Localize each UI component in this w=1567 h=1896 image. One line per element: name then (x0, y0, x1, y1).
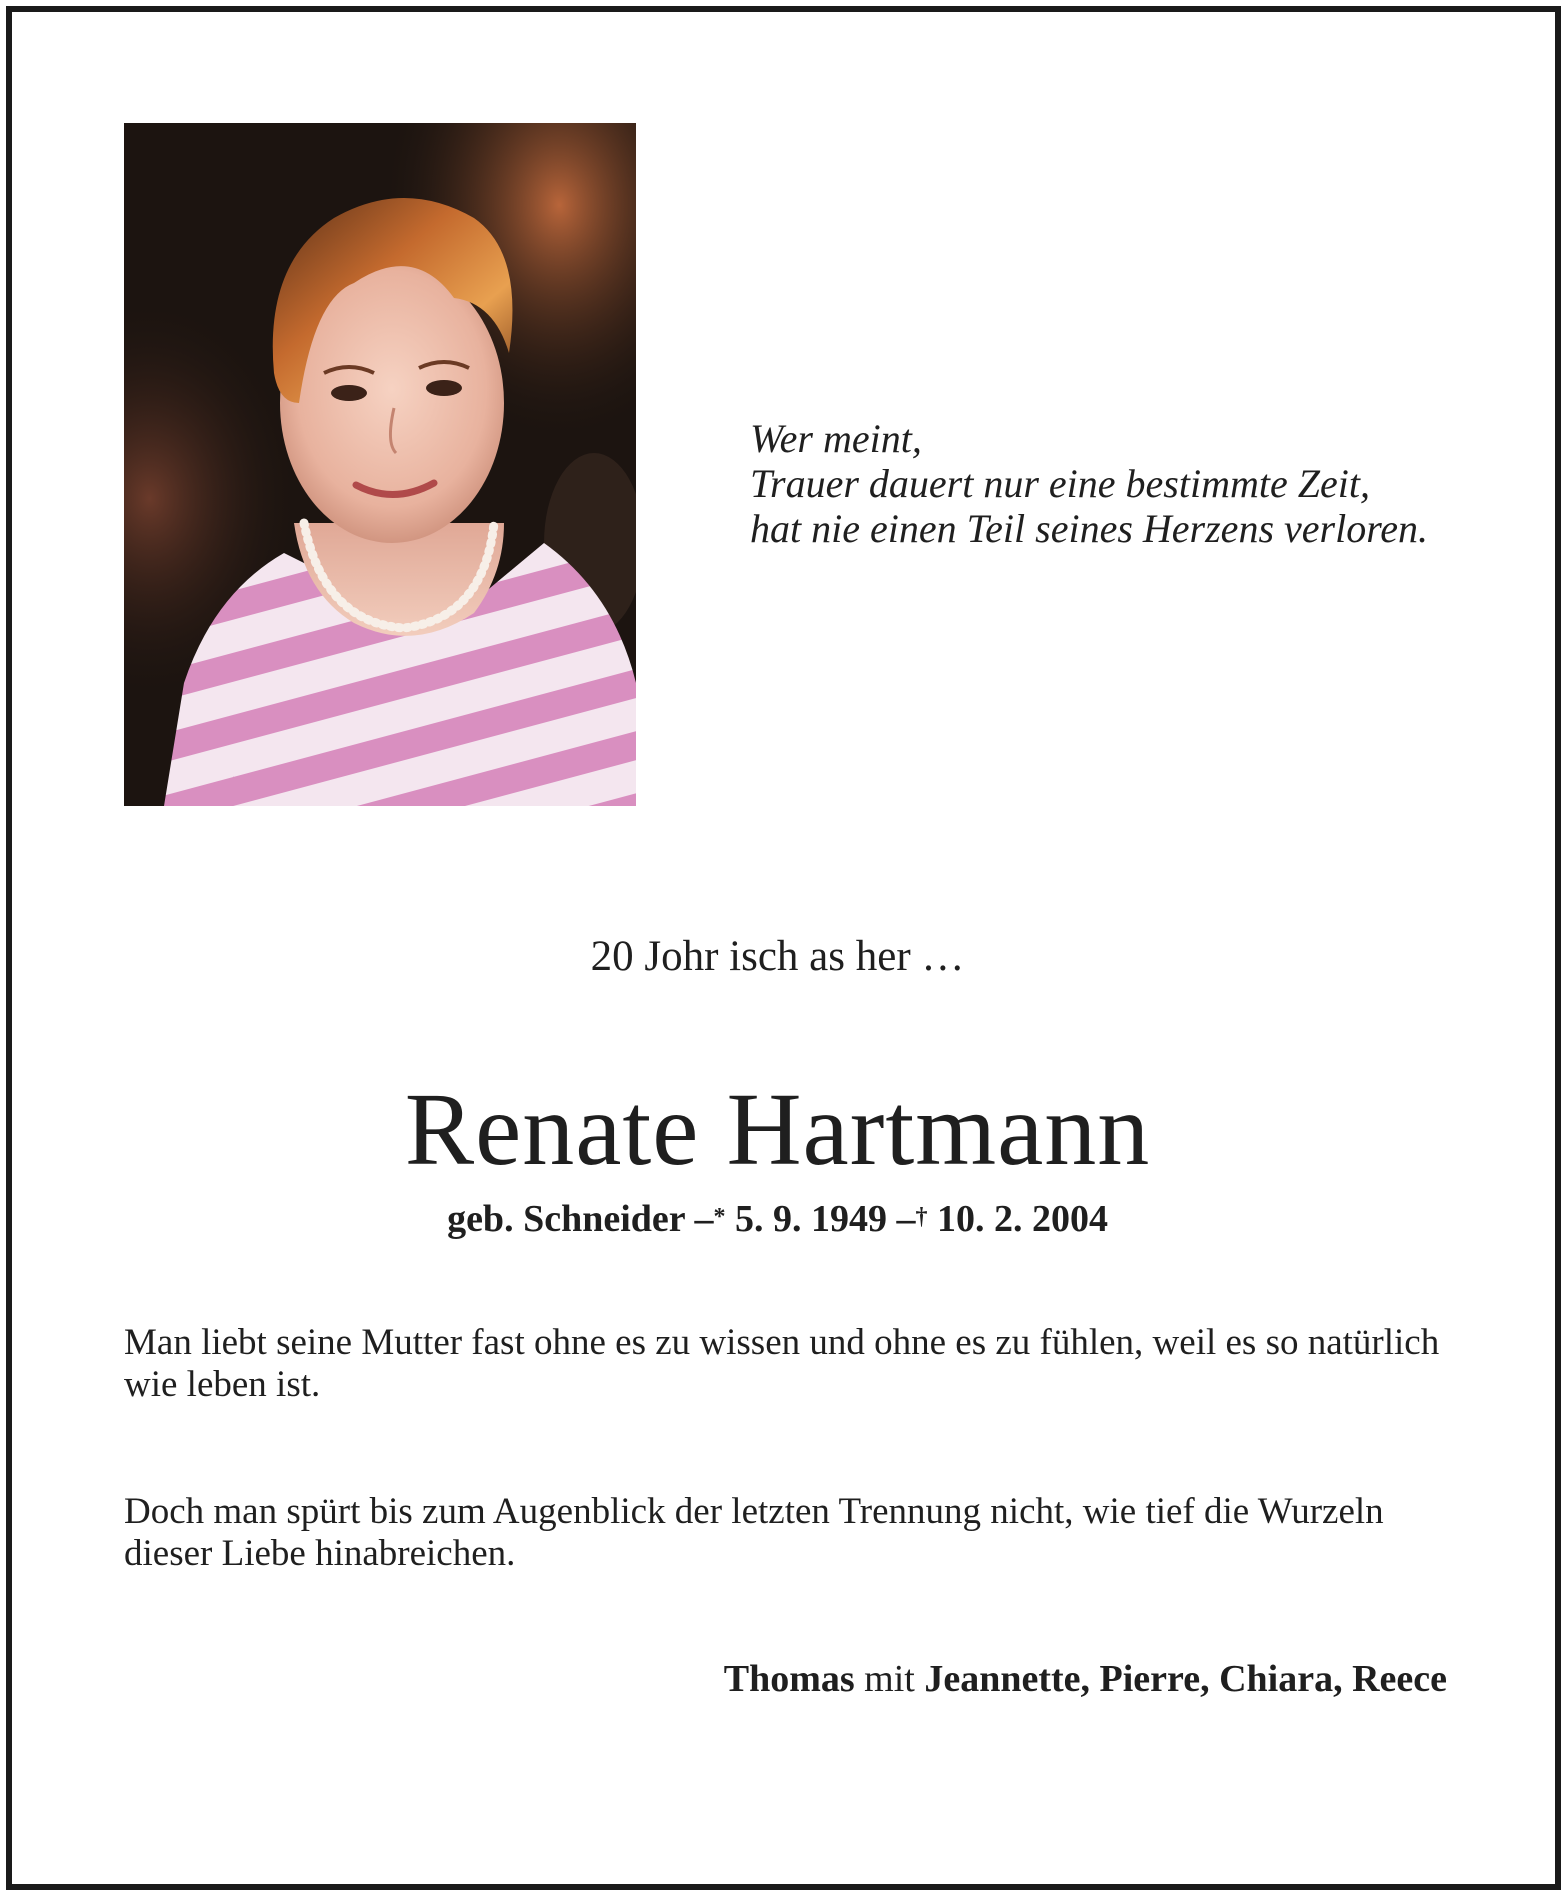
quote-line: hat nie einen Teil seines Herzens verloren. (750, 506, 1429, 551)
memorial-quote (750, 416, 1470, 551)
birth-date: 5. 9. 1949 (734, 1198, 887, 1240)
quote-line: Wer meint, (750, 416, 922, 461)
separator: – (694, 1198, 714, 1240)
death-date: 10. 2. 2004 (936, 1198, 1108, 1240)
separator: – (896, 1198, 916, 1240)
birth-death-line (0, 1196, 1555, 1242)
paragraph-mother-love: Man liebt seine Mutter fast ohne es zu wissen und ohne es zu fühlen, weil es so natürlich wie leben ist. (124, 1322, 1440, 1405)
signature-others: Jeannette, Pierre, Chiara, Reece (924, 1658, 1447, 1700)
death-symbol: † (915, 1204, 928, 1230)
signature-connector: mit (864, 1658, 915, 1700)
deceased-name: Renate Hartmann (404, 1072, 1151, 1187)
anniversary-line: 20 Johr isch as her … (590, 933, 965, 980)
birth-symbol: * (713, 1204, 726, 1230)
quote-line: Trauer dauert nur eine bestimmte Zeit, (750, 461, 1370, 506)
birth-name: geb. Schneider (447, 1198, 685, 1240)
signature (724, 1656, 1447, 1702)
portrait-photo (124, 123, 636, 806)
paragraph-separation: Doch man spürt bis zum Augenblick der letzten Trennung nicht, wie tief die Wurzeln dieser Liebe hinabreichen. (124, 1491, 1384, 1574)
signature-main: Thomas (723, 1658, 855, 1700)
